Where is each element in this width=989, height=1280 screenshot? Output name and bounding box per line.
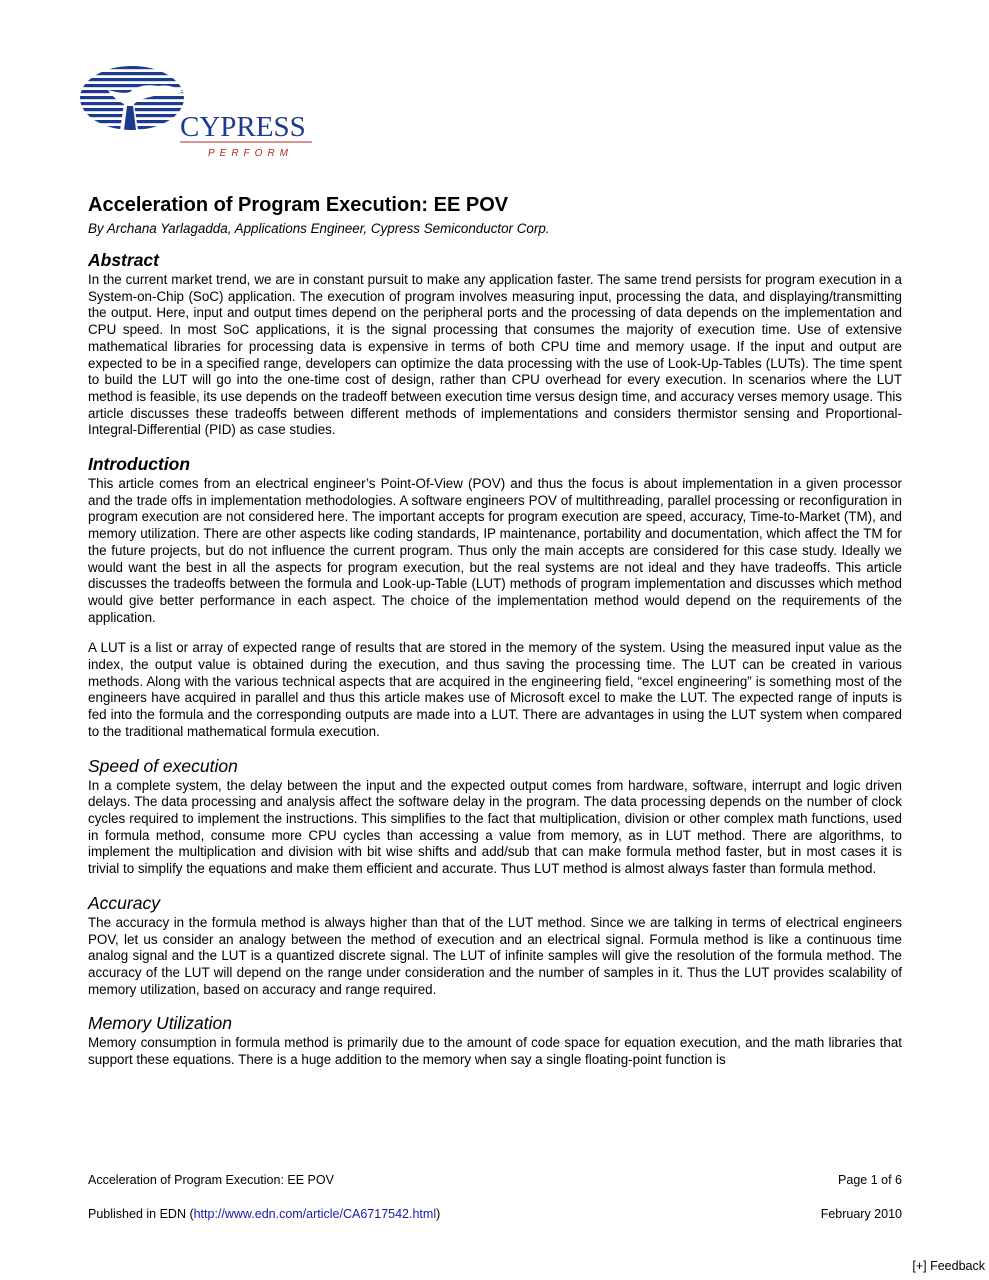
- edn-article-link[interactable]: http://www.edn.com/article/CA6717542.html: [193, 1207, 437, 1221]
- footer-row-2: [88, 1206, 902, 1222]
- section-heading-abstract: Abstract: [88, 250, 159, 270]
- section-heading-memory: Memory Utilization: [88, 1013, 232, 1034]
- introduction-paragraph-1: This article comes from an electrical engineer’s Point-Of-View (POV) and thus the focus is about implementation in a given processor and the trade offs in implementation methodologies. A software engineers POV of multithreading, parallel processing or reconfiguration in program execution are not considered here. The important accepts for program execution are speed, accuracy, Time-to-Market (TM), and memory utilization. There are other aspects like coding standards, IP maintenance, portability and documentation, which affect the TM for the future projects, but do not influence the current program. Thus only the main accepts are considered for this case study. Ideally we would want the best in all the aspects for program execution, but the real systems are not ideal and they have tradeoffs. This article discusses the tradeoffs between the formula and Look-up-Table (LUT) methods of program implementation and discusses which method would give better performance in each aspect. The choice of the implementation method would depend on the requirements of the application.: [88, 476, 902, 625]
- accuracy-paragraph: The accuracy in the formula method is always higher than that of the LUT method. Since we are talking in terms of electrical engineers POV, let us consider an analogy between the method of execution and an electrical signal. Formula method is like a continuous time analog signal and the LUT is a quantized discrete signal. The LUT of infinite samples will give the resolution of the formula method. The accuracy of the LUT will depend on the range under consideration and the number of samples in it. Thus the LUT provides scalability of memory utilization, based on accuracy and range required.: [88, 914, 902, 997]
- author-byline: By Archana Yarlagadda, Applications Engineer, Cypress Semiconductor Corp.: [88, 221, 550, 236]
- footer-row-1: [88, 1172, 902, 1188]
- published-prefix: Published in EDN (: [88, 1207, 194, 1221]
- publish-date: February 2010: [820, 1207, 902, 1221]
- speed-paragraph: In a complete system, the delay between the input and the expected output comes from hardware, software, interrupt and logic driven delays. The data processing and analysis affect the software delay in the program. The data processing depends on the number of clock cycles required to implement the instructions. This simplifies to the fact that multiplication, division or other complex math functions, used in formula method, consume more CPU cycles than accessing a value from memory, as in LUT method. There are algorithms, to implement the multiplication and division with bit wise shifts and add/sub that can make formula method faster, but in most cases it is trivial to simplify the equations and make them efficient and accurate. Thus LUT method is almost always faster than formula method.: [88, 777, 902, 877]
- logo-tagline-text: PERFORM: [208, 148, 293, 159]
- feedback-link[interactable]: [+] Feedback: [912, 1259, 985, 1273]
- document-body: [88, 192, 902, 1069]
- memory-paragraph: Memory consumption in formula method is primarily due to the amount of code space for equation execution, and the math libraries that support these equations. There is a huge addition to the memory when say a single floating-point function is: [88, 1035, 902, 1068]
- introduction-paragraph-2: A LUT is a list or array of expected range of results that are stored in the memory of the system. Using the measured input value as the index, the output value is obtained during the execution, and thus saving the processing time. The LUT can be created in various methods. Along with the various technical aspects that are acquired in the engineering field, “excel engineering” is something most of the engineers have acquired in parallel and thus this article makes use of Microsoft excel to make the LUT. The expected range of inputs is fed into the formula and the corresponding outputs are made into a LUT. There are advantages in using the LUT system when compared to the traditional mathematical formula execution.: [88, 640, 902, 739]
- section-heading-speed: Speed of execution: [88, 755, 238, 776]
- globe-icon: [80, 66, 190, 130]
- page-number: Page 1 of 6: [838, 1173, 902, 1187]
- published-suffix: ): [436, 1207, 441, 1221]
- section-heading-accuracy: Accuracy: [88, 892, 160, 913]
- section-heading-introduction: Introduction: [88, 454, 191, 475]
- page-title: Acceleration of Program Execution: EE POV: [88, 194, 509, 216]
- footer-doc-title: Acceleration of Program Execution: EE POV: [88, 1173, 334, 1187]
- abstract-paragraph: In the current market trend, we are in constant pursuit to make any application faster. The same trend persists for program execution in a System-on-Chip (SoC) application. The execution of program involves measuring input, processing the data, and displaying/transmitting the output. Here, input and output times depend on the peripheral ports and the processing of data depends on the implementation and CPU speed. In most SoC applications, it is the signal processing that consumes the majority of execution time. Use of extensive mathematical libraries for processing data is expensive in terms of both CPU time and memory usage. If the input and output are expected to be in a specified range, developers can optimize the data processing with the use of Look-Up-Tables (LUTs). The time spent to build the LUT will go into the one-time cost of design, rather than CPU overhead for every execution. In scenarios where the LUT method is feasible, its use depends on the tradeoff between execution time versus design time, and accuracy verses memory usage. This article discusses these tradeoffs between different methods of implementations and considers thermistor sensing and Proportional-Integral-Differential (PID) as case studies.: [88, 272, 902, 438]
- logo-brand-text: CYPRESS: [180, 111, 306, 143]
- cypress-logo: [80, 64, 320, 164]
